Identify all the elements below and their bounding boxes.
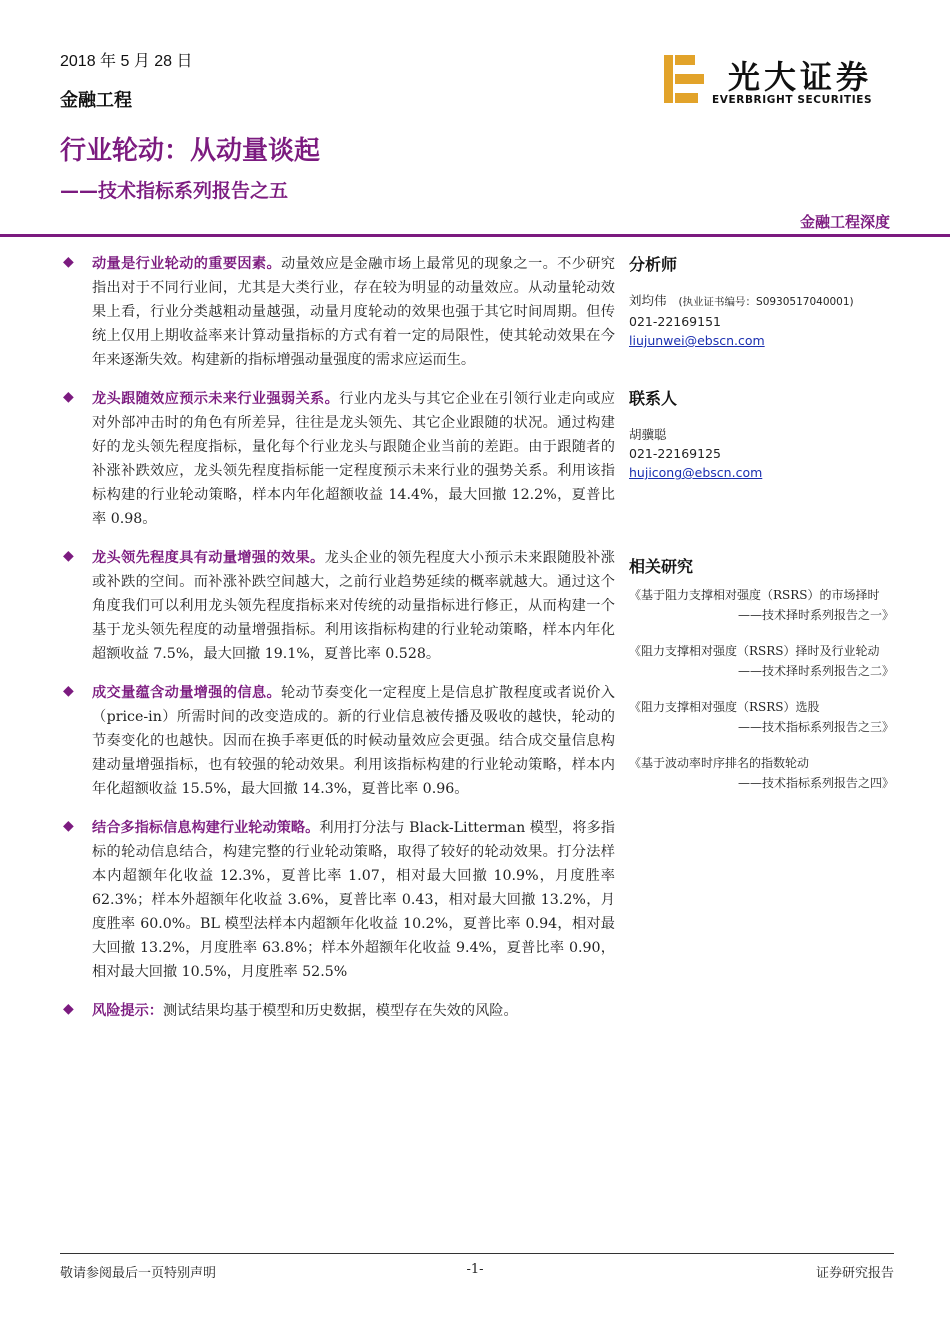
diamond-bullet-icon: ◆: [63, 254, 74, 270]
related-report-title: 《基于波动率时序排名的指数轮动: [629, 756, 810, 770]
bullet-lead: 风险提示：: [92, 1003, 163, 1019]
company-logo: [664, 52, 894, 112]
summary-bullet: [60, 252, 615, 372]
logo-name-cn: 光大证券: [728, 58, 873, 96]
summary-bullet: [60, 816, 615, 984]
summary-bullet: [60, 387, 615, 531]
summary-bullet: [60, 681, 615, 801]
logo-mark-icon: [664, 55, 704, 103]
footer-divider: [60, 1253, 894, 1254]
related-report-series: ——技术指标系列报告之三》: [737, 720, 894, 734]
related-report-series: ——技术指标系列报告之四》: [737, 776, 894, 790]
risk-bullet: [60, 999, 615, 1023]
related-report-title: 《基于阻力支撑相对强度（RSRS）的市场择时: [629, 588, 880, 602]
related-report[interactable]: [629, 641, 894, 681]
bullet-lead: 动量是行业轮动的重要因素。: [92, 256, 281, 272]
diamond-bullet-icon: ◆: [63, 1001, 74, 1017]
footer-disclaimer: 敬请参阅最后一页特别声明: [60, 1266, 217, 1281]
department-label: 金融工程: [60, 90, 132, 111]
contact-heading: 联系人: [629, 389, 678, 408]
contact-email-link[interactable]: hujicong@ebscn.com: [629, 465, 763, 480]
analyst-name-line: [629, 291, 894, 312]
bullet-text: 龙头企业的领先程度大小预示未来跟随股补涨或补跌的空间。而补涨补跌空间越大，之前行业趋势延续的概率就越大。通过这个角度我们可以利用龙头领先程度指标来对传统的动量指标进行修正，从而构建一个基于龙头领先程度的动量增强指标。利用该指标构建的行业轮动策略，样本内年化超额收益 7.5%，最大回撤 19.1%，夏普比率 0.528。: [92, 550, 615, 662]
bullet-text: 行业内龙头与其它企业在引领行业走向或应对外部冲击时的角色有所差异，往往是龙头领先、其它企业跟随的状况。通过构建好的龙头领先程度指标，量化每个行业龙头与跟随企业当前的差距。由于跟随者的补涨补跌效应，龙头领先程度指标能一定程度预示未来行业的强势关系。利用该指标构建的行业轮动策略，样本内年化超额收益 14.4%，最大回撤 12.2%，夏普比率 0.98。: [92, 391, 615, 527]
footer-report-label: 证券研究报告: [815, 1266, 894, 1281]
report-type-tag: 金融工程深度: [799, 213, 890, 231]
analyst-cert: (执业证书编号：S0930517040001): [678, 296, 854, 308]
bullet-paragraph: [92, 681, 615, 801]
diamond-bullet-icon: ◆: [63, 683, 74, 699]
related-report-title: 《阻力支撑相对强度（RSRS）择时及行业轮动: [629, 644, 880, 658]
related-research-heading: 相关研究: [629, 557, 694, 576]
bullet-paragraph: [92, 387, 615, 531]
contact-name: 胡骥聪: [629, 427, 667, 442]
sidebar: [629, 252, 894, 809]
contact-phone: 021-22169125: [629, 446, 721, 461]
related-report[interactable]: [629, 585, 894, 625]
header-divider: [0, 234, 950, 237]
bullet-text: 动量效应是金融市场上最常见的现象之一。不少研究指出对于不同行业间，尤其是大类行业，存在较为明显的动量效应。从动量轮动效果上看，行业分类越粗动量越强，动量月度轮动的效果也强于其它时间周期。但传统上仅用上期收益率来计算动量指标的方式有着一定的局限性，使其轮动效果在今年来逐渐失效。构建新的指标增强动量强度的需求应运而生。: [92, 256, 615, 368]
report-subtitle: ——技术指标系列报告之五: [60, 180, 289, 202]
bullet-paragraph: [92, 252, 615, 372]
report-date: 2018 年 5 月 28 日: [60, 53, 193, 70]
summary-bullet: [60, 546, 615, 666]
bullet-lead: 龙头领先程度具有动量增强的效果。: [92, 550, 325, 566]
bullet-paragraph: [92, 546, 615, 666]
bullet-lead: 结合多指标信息构建行业轮动策略。: [92, 820, 320, 836]
related-report[interactable]: [629, 753, 894, 793]
bullet-text: 测试结果均基于模型和历史数据，模型存在失效的风险。: [162, 1003, 518, 1019]
bullet-text: 利用打分法与 Black-Litterman 模型，将多指标的轮动信息结合，构建完整的行业轮动策略，取得了较好的轮动效果。打分法样本内超额年化收益 12.3%，夏普比率 1.07，相对最大回撤 10.9%，月度胜率 62.3%；样本外超额年化收益 3.6%，夏普比率 0.43，相对最大回撤 13.2%，月度胜率 60.0%。BL 模型法样本内超额年化收益 10.2%，夏普比率 0.94，相对最大回撤 13.2%，月度胜率 63.8%；样本外超额年化收益 9.4%，夏普比率 0.90，相对最大回撤 10.5%，月度胜率 52.5%: [92, 820, 615, 980]
diamond-bullet-icon: ◆: [63, 389, 74, 405]
diamond-bullet-icon: ◆: [63, 548, 74, 564]
analyst-name: 刘均伟: [629, 293, 667, 308]
analyst-heading: 分析师: [629, 255, 678, 274]
bullet-text: 轮动节奏变化一定程度上是信息扩散程度或者说价入（price-in）所需时间的改变造成的。新的行业信息被传播及吸收的越快，轮动的节奏变化的也越快。因而在换手率更低的时候动量效应会更强。结合成交量信息构建动量增强指标，也有较强的轮动效果。利用该指标构建的行业轮动策略，样本内年化超额收益 15.5%，最大回撤 14.3%，夏普比率 0.96。: [92, 685, 615, 797]
related-report[interactable]: [629, 697, 894, 737]
diamond-bullet-icon: ◆: [63, 818, 74, 834]
related-report-title: 《阻力支撑相对强度（RSRS）选股: [629, 700, 820, 714]
analyst-email-link[interactable]: liujunwei@ebscn.com: [629, 333, 765, 348]
summary-section: [60, 252, 615, 1038]
analyst-phone: 021-22169151: [629, 314, 721, 329]
bullet-lead: 龙头跟随效应预示未来行业强弱关系。: [92, 391, 340, 407]
related-report-series: ——技术择时系列报告之一》: [737, 608, 894, 622]
report-title: 行业轮动：从动量谈起: [60, 136, 321, 166]
page-number: -1-: [466, 1262, 484, 1277]
logo-name-en: EVERBRIGHT SECURITIES: [712, 94, 873, 106]
bullet-paragraph: [92, 999, 615, 1023]
bullet-paragraph: [92, 816, 615, 984]
bullet-lead: 成交量蕴含动量增强的信息。: [92, 685, 281, 701]
related-report-series: ——技术择时系列报告之二》: [737, 664, 894, 678]
